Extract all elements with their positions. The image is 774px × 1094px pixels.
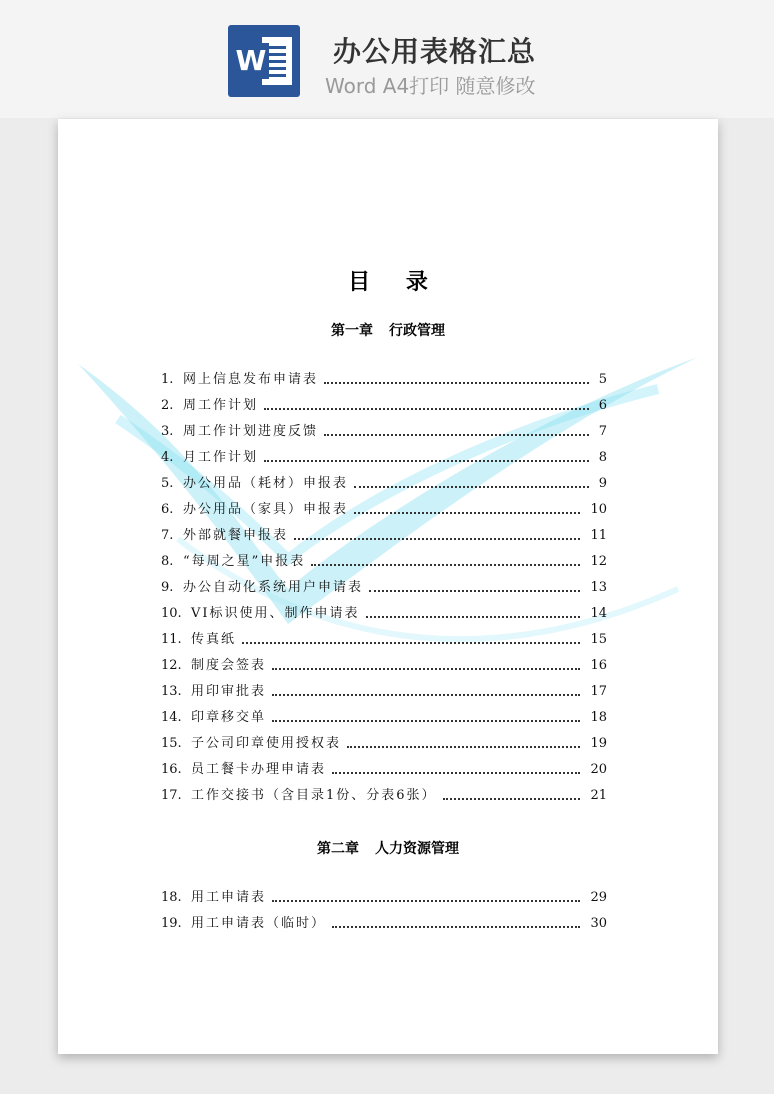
leader-dots: [311, 564, 580, 566]
chapter-heading: [58, 838, 718, 858]
entry-page-number: 11: [590, 528, 607, 543]
toc-entry[interactable]: [161, 474, 607, 494]
entry-title: 传真纸: [191, 632, 237, 647]
chapter-heading: [58, 320, 718, 340]
entry-number: 2.: [161, 398, 174, 413]
toc-entry[interactable]: [161, 914, 607, 934]
entry-page-number: 16: [590, 658, 607, 673]
entry-title: 制度会签表: [191, 658, 267, 673]
word-document-icon: [228, 25, 300, 97]
entry-page-number: 21: [590, 788, 607, 803]
entry-number: 8.: [161, 554, 174, 569]
entry-page-number: 15: [590, 632, 607, 647]
entry-number: 3.: [161, 424, 174, 439]
entry-number: 4.: [161, 450, 174, 465]
entry-page-number: 30: [590, 916, 607, 931]
word-letter: W: [233, 43, 269, 79]
entry-number: 6.: [161, 502, 174, 517]
entry-title: 用印审批表: [191, 684, 267, 699]
entry-number: 15.: [161, 736, 182, 751]
toc-entry[interactable]: [161, 888, 607, 908]
entry-page-number: 6: [598, 398, 607, 413]
entry-number: 11.: [161, 632, 182, 647]
leader-dots: [272, 694, 580, 696]
entry-title: 用工申请表（临时）: [191, 916, 327, 931]
entry-title: 工作交接书（含目录1份、分表6张）: [191, 788, 437, 803]
entry-page-number: 18: [590, 710, 607, 725]
toc-entry[interactable]: [161, 656, 607, 676]
toc-entry[interactable]: [161, 500, 607, 520]
entry-title: 用工申请表: [191, 890, 267, 905]
entry-page-number: 13: [590, 580, 607, 595]
entry-number: 18.: [161, 890, 182, 905]
entry-page-number: 10: [590, 502, 607, 517]
leader-dots: [354, 486, 589, 488]
entry-title: 周工作计划进度反馈: [183, 424, 319, 439]
chapter-name: 行政管理: [389, 323, 445, 339]
entry-title: 网上信息发布申请表: [183, 372, 319, 387]
entry-page-number: 12: [590, 554, 607, 569]
leader-dots: [324, 434, 589, 436]
entry-number: 10.: [161, 606, 182, 621]
leader-dots: [324, 382, 589, 384]
banner-title: 办公用表格汇总: [333, 35, 537, 68]
entry-page-number: 9: [598, 476, 607, 491]
toc-entry[interactable]: [161, 760, 607, 780]
leader-dots: [347, 746, 580, 748]
toc-entry[interactable]: [161, 396, 607, 416]
leader-dots: [264, 460, 589, 462]
entry-page-number: 20: [590, 762, 607, 777]
entry-page-number: 5: [598, 372, 607, 387]
toc-entry[interactable]: [161, 682, 607, 702]
leader-dots: [443, 798, 580, 800]
toc-entry[interactable]: [161, 448, 607, 468]
entry-number: 9.: [161, 580, 174, 595]
toc-entry[interactable]: [161, 604, 607, 624]
document-page: [58, 119, 718, 1054]
toc-entry[interactable]: [161, 422, 607, 442]
entry-number: 19.: [161, 916, 182, 931]
banner: [0, 0, 774, 118]
toc-entry[interactable]: [161, 552, 607, 572]
entry-number: 13.: [161, 684, 182, 699]
entry-title: 月工作计划: [183, 450, 259, 465]
leader-dots: [366, 616, 580, 618]
leader-dots: [354, 512, 580, 514]
entry-title: 子公司印章使用授权表: [191, 736, 342, 751]
entry-title: 办公用品（家具）申报表: [183, 502, 349, 517]
entry-title: 外部就餐申报表: [183, 528, 289, 543]
entry-page-number: 29: [590, 890, 607, 905]
entry-title: 办公用品（耗材）申报表: [183, 476, 349, 491]
chapter-name: 人力资源管理: [375, 841, 459, 857]
toc-entry[interactable]: [161, 786, 607, 806]
leader-dots: [294, 538, 580, 540]
entry-title: 员工餐卡办理申请表: [191, 762, 327, 777]
toc-title: 目 录: [348, 269, 442, 295]
entry-page-number: 19: [590, 736, 607, 751]
chapter-number: 第二章: [317, 841, 359, 857]
entry-number: 5.: [161, 476, 174, 491]
entry-page-number: 14: [590, 606, 607, 621]
entry-number: 7.: [161, 528, 174, 543]
leader-dots: [332, 772, 580, 774]
leader-dots: [242, 642, 580, 644]
toc-entry[interactable]: [161, 734, 607, 754]
toc-entry[interactable]: [161, 630, 607, 650]
leader-dots: [369, 590, 580, 592]
entry-number: 14.: [161, 710, 182, 725]
entry-number: 17.: [161, 788, 182, 803]
chapter-number: 第一章: [331, 323, 373, 339]
entry-page-number: 17: [590, 684, 607, 699]
entry-page-number: 8: [598, 450, 607, 465]
entry-page-number: 7: [598, 424, 607, 439]
banner-subtitle: Word A4打印 随意修改: [325, 74, 536, 98]
toc-entry[interactable]: [161, 370, 607, 390]
leader-dots: [332, 926, 580, 928]
entry-title: VI标识使用、制作申请表: [191, 606, 360, 621]
leader-dots: [264, 408, 589, 410]
entry-title: 周工作计划: [183, 398, 259, 413]
leader-dots: [272, 900, 580, 902]
entry-number: 1.: [161, 372, 174, 387]
toc-entry[interactable]: [161, 708, 607, 728]
leader-dots: [272, 720, 580, 722]
entry-title: 办公自动化系统用户申请表: [183, 580, 364, 595]
leader-dots: [272, 668, 580, 670]
toc-entry[interactable]: [161, 526, 607, 546]
entry-title: 印章移交单: [191, 710, 267, 725]
entry-title: “每周之星”申报表: [183, 554, 306, 569]
toc-entry[interactable]: [161, 578, 607, 598]
entry-number: 12.: [161, 658, 182, 673]
entry-number: 16.: [161, 762, 182, 777]
